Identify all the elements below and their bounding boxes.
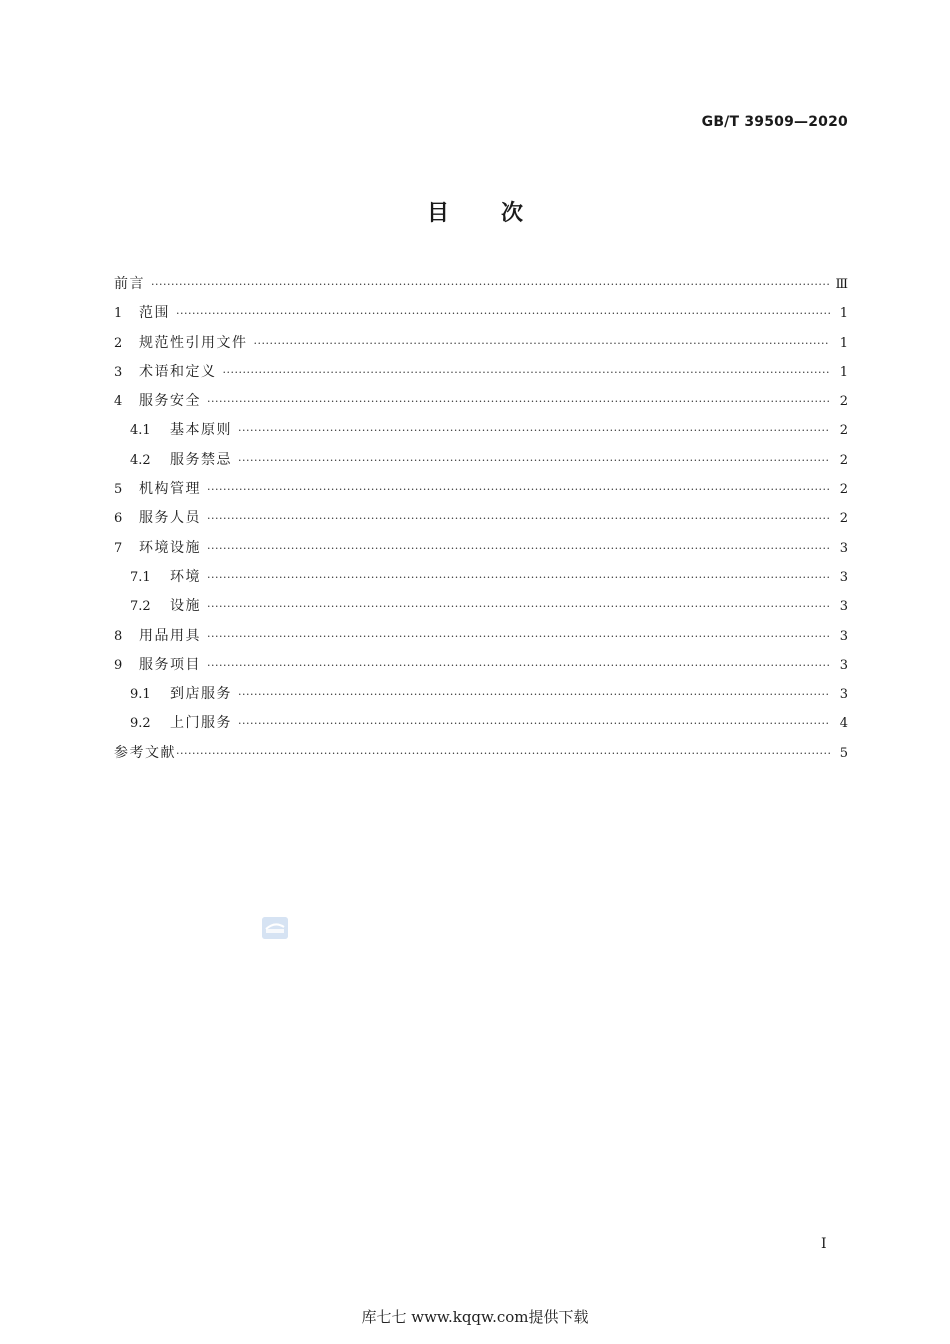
toc-label: 服务安全 bbox=[139, 393, 201, 410]
toc-page: Ⅲ bbox=[835, 277, 848, 292]
toc-page: 3 bbox=[839, 657, 848, 673]
toc-number: 4 bbox=[114, 394, 123, 410]
toc-page: 2 bbox=[839, 511, 848, 527]
toc-page: 3 bbox=[839, 599, 848, 615]
toc-label: 环境 bbox=[170, 568, 201, 585]
toc-label: 设施 bbox=[170, 598, 201, 615]
page-number: I bbox=[821, 1236, 827, 1252]
toc-page: 2 bbox=[839, 423, 848, 439]
toc-leader bbox=[207, 475, 830, 504]
toc-number: 9.2 bbox=[130, 716, 151, 732]
toc-entry-9-2[interactable] bbox=[114, 709, 848, 738]
toc-page: 1 bbox=[839, 364, 848, 380]
toc-entry-bibliography[interactable] bbox=[114, 739, 848, 768]
table-of-contents bbox=[114, 270, 848, 768]
toc-entry-3[interactable] bbox=[114, 358, 848, 387]
toc-number: 5 bbox=[114, 482, 123, 498]
toc-label: 范围 bbox=[139, 305, 170, 322]
toc-entry-6[interactable] bbox=[114, 504, 848, 533]
toc-label: 到店服务 bbox=[170, 686, 232, 703]
page-title: 目次 bbox=[426, 201, 575, 226]
toc-leader bbox=[207, 504, 830, 533]
toc-entry-7-1[interactable] bbox=[114, 563, 848, 592]
toc-number: 9.1 bbox=[130, 687, 151, 703]
toc-page: 3 bbox=[839, 628, 848, 644]
toc-label: 前言 bbox=[114, 276, 145, 292]
toc-label: 用品用具 bbox=[139, 627, 201, 644]
toc-leader bbox=[151, 270, 829, 299]
toc-number: 7.2 bbox=[130, 599, 151, 615]
toc-page: 1 bbox=[839, 306, 848, 322]
toc-leader bbox=[223, 358, 831, 387]
toc-leader bbox=[238, 446, 830, 475]
toc-leader bbox=[207, 387, 830, 416]
toc-leader bbox=[176, 299, 830, 328]
toc-page: 2 bbox=[839, 394, 848, 410]
toc-number: 1 bbox=[114, 306, 123, 322]
toc-entry-4[interactable] bbox=[114, 387, 848, 416]
toc-page: 3 bbox=[839, 540, 848, 556]
toc-leader bbox=[238, 709, 830, 738]
standard-number: GB/T 39509—2020 bbox=[701, 114, 848, 130]
toc-leader bbox=[207, 534, 830, 563]
toc-entry-4-2[interactable] bbox=[114, 446, 848, 475]
toc-label: 规范性引用文件 bbox=[139, 334, 248, 351]
download-note: 库七七 www.kqqw.com提供下载 bbox=[361, 1308, 589, 1326]
toc-entry-preface[interactable] bbox=[114, 270, 848, 299]
toc-page: 3 bbox=[839, 687, 848, 703]
toc-leader bbox=[238, 416, 830, 445]
toc-number: 9 bbox=[114, 657, 123, 673]
toc-leader bbox=[207, 592, 830, 621]
toc-label: 基本原则 bbox=[170, 422, 232, 439]
toc-leader bbox=[176, 739, 830, 768]
toc-label: 参考文献 bbox=[114, 744, 176, 761]
toc-page: 2 bbox=[839, 482, 848, 498]
toc-page: 2 bbox=[839, 452, 848, 468]
toc-leader bbox=[207, 563, 830, 592]
toc-number: 4.1 bbox=[130, 423, 151, 439]
toc-leader bbox=[207, 622, 830, 651]
toc-label: 上门服务 bbox=[170, 715, 232, 732]
toc-number: 6 bbox=[114, 511, 123, 527]
toc-number: 8 bbox=[114, 628, 123, 644]
toc-label: 服务人员 bbox=[139, 510, 201, 527]
toc-number: 7.1 bbox=[130, 569, 151, 585]
toc-page: 3 bbox=[839, 569, 848, 585]
toc-label: 服务禁忌 bbox=[170, 451, 232, 468]
toc-entry-9-1[interactable] bbox=[114, 680, 848, 709]
toc-page: 1 bbox=[839, 335, 848, 351]
toc-number: 7 bbox=[114, 540, 123, 556]
toc-number: 4.2 bbox=[130, 452, 151, 468]
sac-logo-icon bbox=[262, 917, 288, 939]
toc-entry-9[interactable] bbox=[114, 651, 848, 680]
toc-leader bbox=[207, 651, 830, 680]
toc-label: 环境设施 bbox=[139, 539, 201, 556]
toc-label: 机构管理 bbox=[139, 481, 201, 498]
toc-page: 5 bbox=[839, 745, 848, 761]
toc-entry-7[interactable] bbox=[114, 534, 848, 563]
toc-leader bbox=[238, 680, 830, 709]
toc-leader bbox=[254, 329, 831, 358]
toc-number: 3 bbox=[114, 364, 123, 380]
toc-label: 服务项目 bbox=[139, 656, 201, 673]
toc-entry-4-1[interactable] bbox=[114, 416, 848, 445]
toc-number: 2 bbox=[114, 335, 123, 351]
toc-label: 术语和定义 bbox=[139, 363, 217, 380]
toc-entry-1[interactable] bbox=[114, 299, 848, 328]
toc-entry-7-2[interactable] bbox=[114, 592, 848, 621]
toc-entry-2[interactable] bbox=[114, 329, 848, 358]
toc-page: 4 bbox=[839, 716, 848, 732]
toc-entry-8[interactable] bbox=[114, 622, 848, 651]
toc-entry-5[interactable] bbox=[114, 475, 848, 504]
